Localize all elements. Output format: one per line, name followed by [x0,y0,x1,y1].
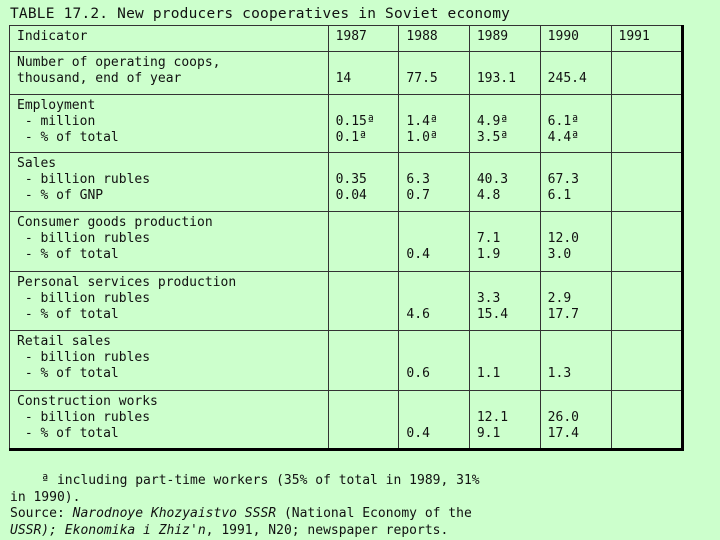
cell-1989 [469,212,540,272]
row-label-line: - billion rubles [17,350,151,365]
cell-value: 26.0 [547,410,579,425]
row-label-line: Number of operating coops, [17,55,221,70]
footnote-line: in 1990). [10,489,81,505]
cell-1989 [469,95,540,153]
table-title: TABLE 17.2. New producers cooperatives in Soviet economy [10,6,511,22]
header-year-1988: 1988 [399,26,469,52]
row-label-line: - % of GNP [17,188,104,203]
footnote-line: ª including part-time workers (35% of total in 1989, 31% [10,473,480,488]
cell-1991 [611,153,682,212]
cell-value: 4.8 [476,188,501,203]
cell-value: 1.0ª [406,130,438,145]
footnote [10,473,480,539]
cell-1990 [540,153,611,212]
cell-value: 67.3 [547,172,579,187]
cell-1991 [611,391,682,450]
cell-value: 0.6 [406,366,430,381]
cell-value: 14 [335,71,352,86]
row-label-line: - billion rubles [17,231,151,246]
table-row [10,391,683,450]
cell-value: 0.7 [406,188,430,203]
cell-value: 3.3 [476,291,501,306]
cell-1988 [399,153,469,212]
header-year-1990: 1990 [540,26,611,52]
cell-value: 4.9ª [476,114,509,129]
cell-1988 [399,272,469,331]
cell-1989 [469,391,540,450]
cell-value: 77.5 [406,71,438,86]
table-row [10,52,683,95]
cell-value: 0.4 [406,247,430,262]
cell-1991 [611,52,682,95]
cell-value: 6.1ª [547,114,579,129]
cell-1991 [611,331,682,391]
cell-1987 [328,212,399,272]
header-year-1991: 1991 [611,26,682,52]
table-row [10,95,683,153]
source-italic-title: Narodnoye Khozyaistvo SSSR [72,506,277,521]
row-label [10,272,329,331]
cell-value: 7.1 [476,231,501,246]
cell-1989 [469,331,540,391]
row-label-line: Employment [17,98,96,113]
cell-1990 [540,272,611,331]
cell-1990 [540,52,611,95]
cell-value: 1.1 [476,366,501,381]
row-label [10,391,329,450]
cell-value: 193.1 [476,71,516,86]
row-label-line: - % of total [17,366,119,381]
cell-1988 [399,391,469,450]
row-label-line: - million [17,114,96,129]
cell-value: 6.3 [406,172,430,187]
cell-value: 9.1 [476,426,501,441]
row-label-line: - % of total [17,130,119,145]
row-label [10,212,329,272]
source-line [10,506,472,521]
cell-1990 [540,212,611,272]
source-rest: , 1991, N20; newspaper reports. [205,522,449,538]
cell-1990 [540,391,611,450]
source-mid: (National Economy of the [276,506,472,521]
cell-value: 6.1 [547,188,572,203]
cell-1987 [328,95,399,153]
source-line-2 [10,523,448,538]
cell-value: 0.15ª [335,114,375,129]
row-label-line: - % of total [17,247,119,262]
cell-1987 [328,153,399,212]
cell-value: 3.0 [547,247,572,262]
cell-value: 1.4ª [406,114,438,129]
cell-1988 [399,52,469,95]
table-row [10,272,683,331]
row-label-line: - billion rubles [17,172,151,187]
cell-1988 [399,212,469,272]
row-label-line: Construction works [17,394,158,409]
row-label [10,95,329,153]
cooperatives-table [9,25,684,451]
cell-value: 0.04 [335,188,367,203]
cell-value: 40.3 [476,172,509,187]
cell-value: 1.9 [476,247,501,262]
cell-value: 4.4ª [547,130,579,145]
row-label [10,331,329,391]
cell-value: 0.4 [406,426,430,441]
cell-value: 0.1ª [335,130,367,145]
row-label-line: - billion rubles [17,410,151,425]
cell-1989 [469,272,540,331]
cell-1987 [328,52,399,95]
cell-value: 17.7 [547,307,579,322]
source-italic-title-2: USSR); Ekonomika i Zhiz'n [10,522,206,538]
row-label-line: Consumer goods production [17,215,213,230]
cell-value: 3.5ª [476,130,509,145]
cell-value: 15.4 [476,307,509,322]
cell-value: 12.1 [476,410,509,425]
row-label-line: - billion rubles [17,291,151,306]
cell-1987 [328,272,399,331]
table-row [10,331,683,391]
cell-1990 [540,331,611,391]
cell-1988 [399,95,469,153]
header-year-1987: 1987 [328,26,399,52]
cell-1991 [611,272,682,331]
table-row [10,153,683,212]
cell-value: 0.35 [335,172,367,187]
cell-1991 [611,95,682,153]
row-label-line: - % of total [17,307,119,322]
row-label-line: - % of total [17,426,119,441]
cell-1991 [611,212,682,272]
header-indicator: Indicator [10,26,329,52]
table-header-row [10,26,683,52]
cell-value: 17.4 [547,426,579,441]
row-label [10,153,329,212]
cell-value: 2.9 [547,291,572,306]
cell-1988 [399,331,469,391]
cell-1990 [540,95,611,153]
row-label-line: Personal services production [17,275,237,290]
row-label-line: Sales [17,156,57,171]
cell-value: 1.3 [547,366,572,381]
row-label [10,52,329,95]
source-prefix: Source: [10,506,73,521]
cell-1989 [469,153,540,212]
cell-1987 [328,391,399,450]
row-label-line: Retail sales [17,334,111,349]
cell-value: 12.0 [547,231,579,246]
cell-value: 245.4 [547,71,587,86]
row-label-line: thousand, end of year [17,71,182,86]
cell-value: 4.6 [406,307,430,322]
cell-1987 [328,331,399,391]
cell-1989 [469,52,540,95]
table-row [10,212,683,272]
header-year-1989: 1989 [469,26,540,52]
